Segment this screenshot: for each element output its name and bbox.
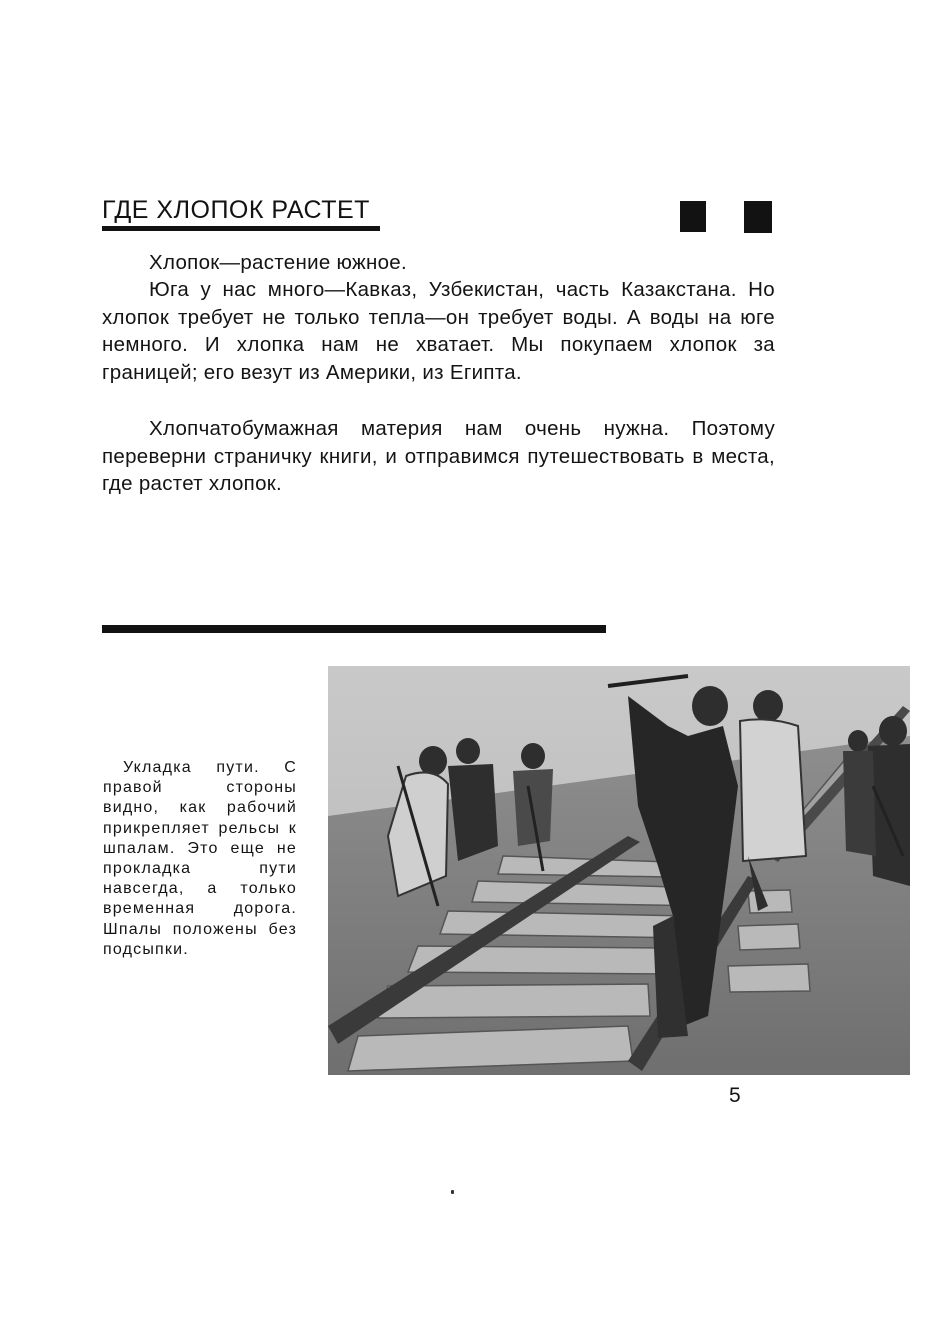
print-speck: [451, 1190, 454, 1194]
decorative-square: [680, 201, 706, 232]
paragraph-travel: Хлопчатобумажная материя нам очень нужна. Поэтому переверни страничку книги, и отправимся путешествовать в места, где растет хлопок.: [102, 417, 775, 495]
section-divider: [102, 625, 606, 633]
paragraph-intro: Хлопок—растение южное.: [149, 251, 407, 274]
railway-workers-photo: [328, 666, 910, 1075]
page-number: 5: [729, 1084, 741, 1107]
decorative-square: [744, 201, 772, 233]
photo-caption: Укладка пути. С правой стороны видно, как рабочий прикрепляет рельсы к шпалам. Это еще не прокладка пути навсегда, а только временная дорога. Шпалы положены без подсыпки.: [103, 759, 297, 958]
paragraph-south: Юга у нас много—Кавказ, Узбекистан, часть Казакстана. Но хлопок требует не только тепла—он требует воды. А воды на юге немного. И хлопка нам не хватает. Мы покупаем хлопок за границей; его везут из Америки, из Египта.: [102, 278, 775, 384]
heading-underline: [102, 226, 380, 231]
page-heading: ГДЕ ХЛОПОК РАСТЕТ: [102, 196, 370, 224]
